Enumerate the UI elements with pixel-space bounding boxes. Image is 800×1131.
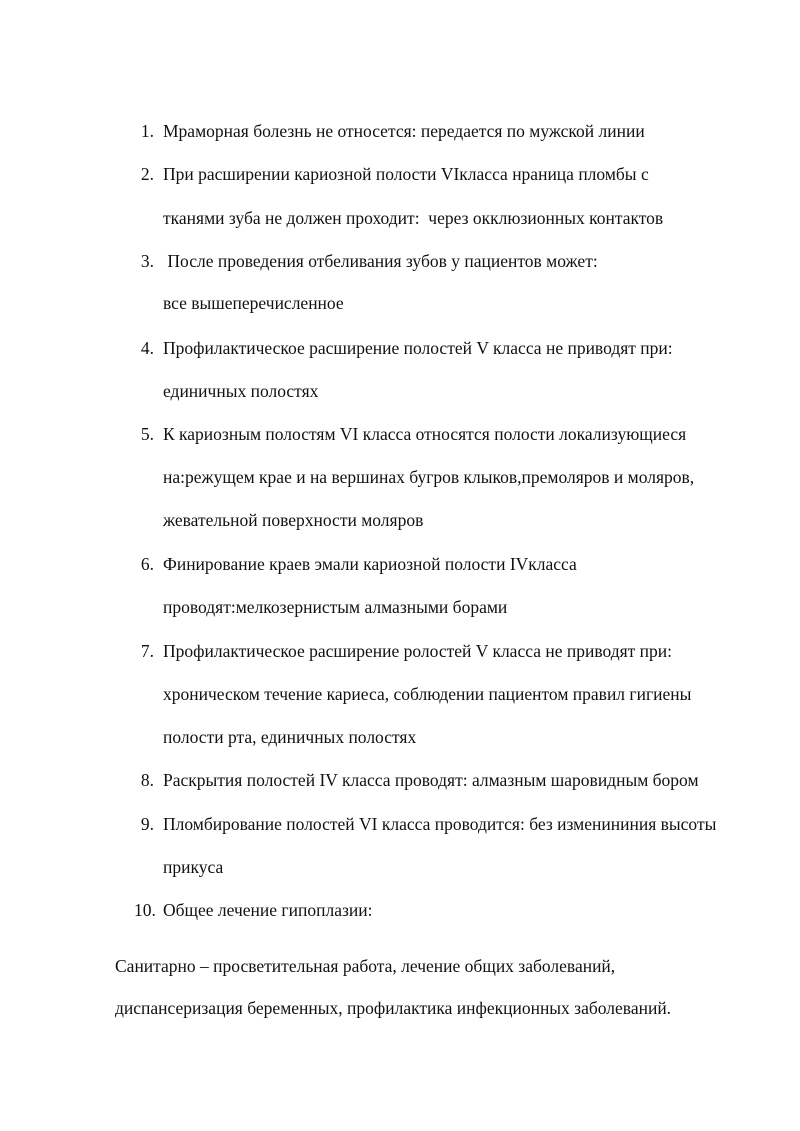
item-text-line: Раскрытия полостей IV класса проводят: алмазным шаровидным бором: [163, 770, 699, 790]
item-number: 7.: [140, 641, 154, 661]
item-text-line: Профилактическое расширение ролостей V класса не приводят при:: [163, 641, 673, 661]
paragraph-line: Санитарно – просветительная работа, лечение общих заболеваний,: [115, 956, 616, 976]
item-text-line: Мраморная болезнь не относется: передается по мужской линии: [163, 121, 645, 141]
item-text-line: При расширении кариозной полости VIкласса нраница пломбы с: [163, 164, 649, 184]
item-number: 9.: [140, 814, 154, 834]
item-text-line: на:режущем крае и на вершинах бугров клыков,премоляров и моляров,: [163, 467, 695, 487]
item-text-line: единичных полостях: [163, 381, 319, 401]
item-text-line: Пломбирование полостей VI класса проводится: без изменининия высоты: [163, 814, 717, 834]
item-number: 5.: [140, 424, 154, 444]
item-number: 8.: [140, 770, 154, 790]
item-number: 1.: [140, 121, 154, 141]
item-number: 10.: [134, 900, 156, 920]
item-text-line: тканями зуба не должен проходит: через окклюзионных контактов: [163, 208, 664, 228]
item-number: 4.: [140, 338, 154, 358]
item-text-line: проводят:мелкозернистым алмазными борами: [163, 597, 508, 617]
item-number: 6.: [140, 554, 154, 574]
item-text-line: К кариозным полостям VI класса относятся полости локализующиеся: [163, 424, 687, 444]
item-text-line: жевательной поверхности моляров: [163, 510, 424, 530]
item-text-line: Финирование краев эмали кариозной полости IVкласса: [163, 554, 577, 574]
item-number: 2.: [140, 164, 154, 184]
item-text-line: все вышеперечисленное: [163, 293, 344, 313]
paragraph-line: диспансеризация беременных, профилактика инфекционных заболеваний.: [115, 998, 672, 1018]
item-text-line: хроническом течение кариеса, соблюдении пациентом правил гигиены: [163, 684, 692, 704]
item-number: 3.: [140, 251, 154, 271]
item-text-line: После проведения отбеливания зубов у пациентов может:: [163, 251, 598, 271]
item-text-line: Общее лечение гипоплазии:: [163, 900, 373, 920]
item-text-line: Профилактическое расширение полостей V класса не приводят при:: [163, 338, 673, 358]
item-text-line: прикуса: [163, 857, 224, 877]
item-text-line: полости рта, единичных полостях: [163, 727, 417, 747]
